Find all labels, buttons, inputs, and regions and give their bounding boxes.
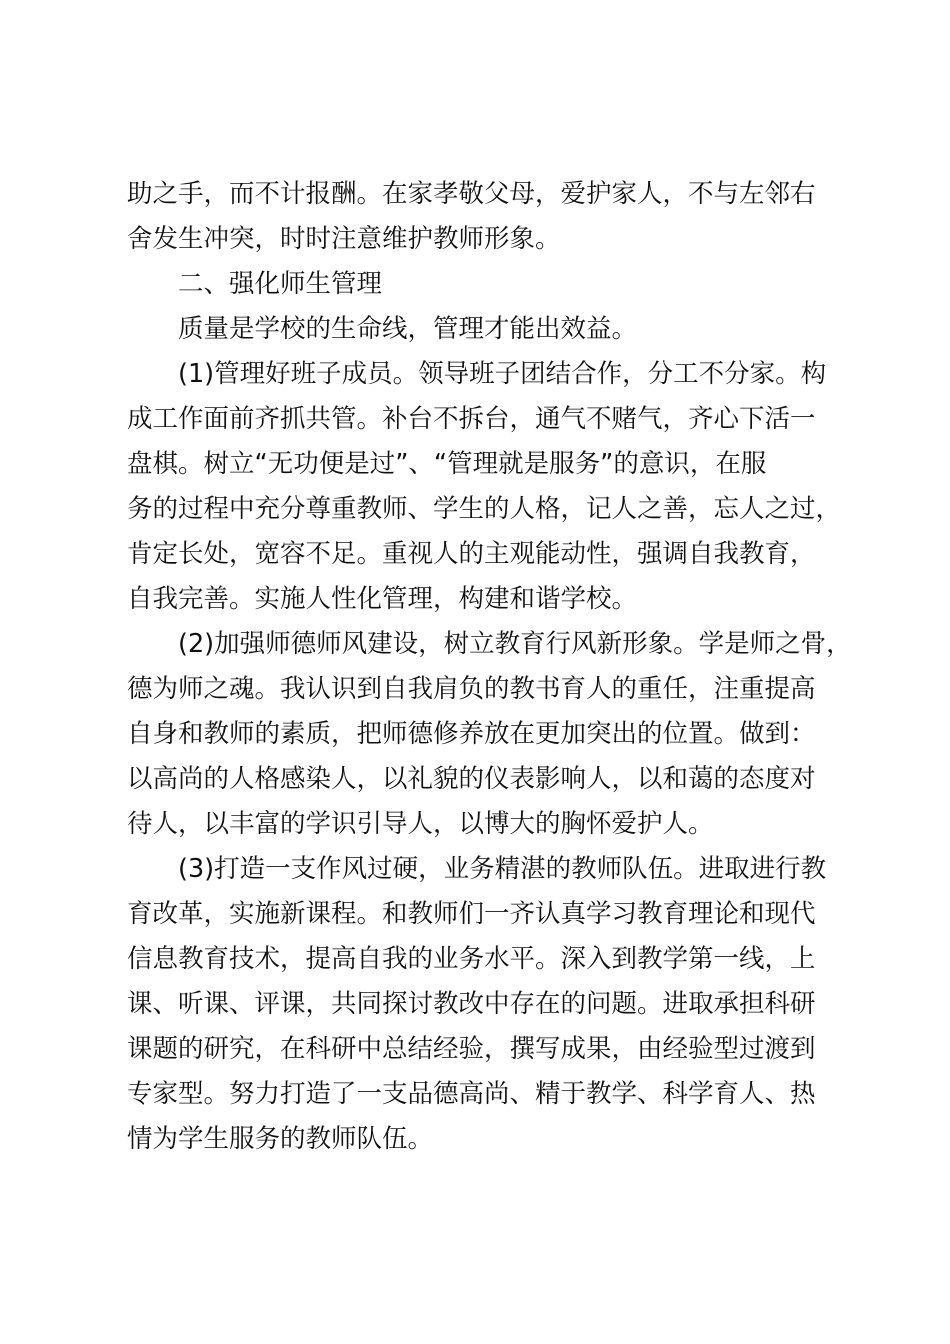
text-line: 课、听课、评课，共同探讨教改中存在的问题。进取承担科研 [127, 989, 816, 1019]
text-line: 德为师之魂。我认识到自我肩负的教书育人的重任，注重提高 [127, 674, 816, 704]
text-line: 成工作面前齐抓共管。补台不拆台，通气不赌气，齐心下活一 [127, 404, 816, 434]
text-line: 肯定长处，宽容不足。重视人的主观能动性，强调自我教育， [127, 539, 816, 569]
text-line: (2)加强师德师风建设，树立教育行风新形象。学是师之骨， [178, 629, 852, 659]
text-line: 自身和教师的素质，把师德修养放在更加突出的位置。做到： [127, 719, 816, 749]
text-line: 以高尚的人格感染人，以礼貌的仪表影响人，以和蔼的态度对 [127, 764, 816, 794]
text-line: 待人，以丰富的学识引导人，以博大的胸怀爱护人。 [127, 809, 714, 839]
text-line: 课题的研究，在科研中总结经验，撰写成果，由经验型过渡到 [127, 1034, 816, 1064]
text-line: 质量是学校的生命线，管理才能出效益。 [178, 314, 638, 344]
text-line: 盘棋。树立“无功便是过”、“管理就是服务”的意识，在服 [127, 449, 767, 479]
section-heading: 二、强化师生管理 [178, 269, 383, 299]
text-line: 自我完善。实施人性化管理，构建和谐学校。 [127, 584, 638, 614]
text-line: (3)打造一支作风过硬，业务精湛的教师队伍。进取进行教 [178, 854, 827, 884]
text-line: (1)管理好班子成员。领导班子团结合作，分工不分家。构 [178, 359, 827, 389]
text-line: 舍发生冲突，时时注意维护教师形象。 [127, 224, 561, 254]
text-line: 情为学生服务的教师队伍。 [127, 1124, 434, 1154]
text-line: 务的过程中充分尊重教师、学生的人格，记人之善，忘人之过， [127, 494, 842, 524]
text-line: 助之手，而不计报酬。在家孝敬父母，爱护家人，不与左邻右 [127, 179, 816, 209]
text-line: 信息教育技术，提高自我的业务水平。深入到教学第一线，上 [127, 944, 816, 974]
text-line: 专家型。努力打造了一支品德高尚、精于教学、科学育人、热 [127, 1079, 816, 1109]
body-text [127, 172, 857, 1162]
text-line: 育改革，实施新课程。和教师们一齐认真学习教育理论和现代 [127, 899, 816, 929]
